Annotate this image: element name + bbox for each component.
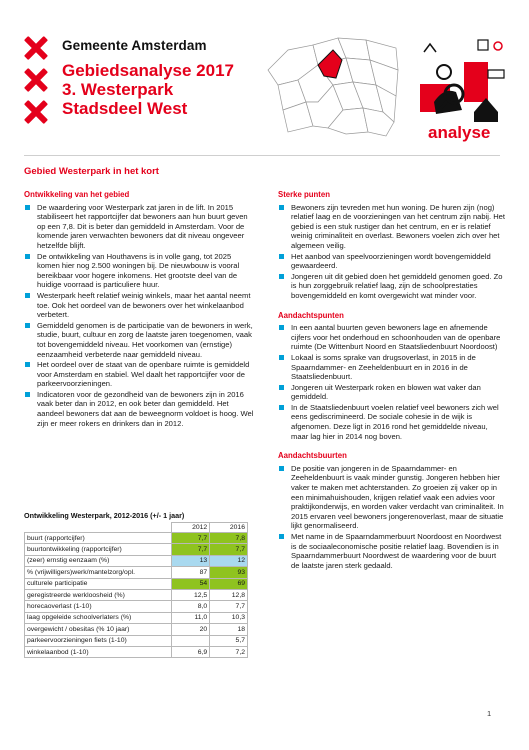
- table-row: [25, 544, 248, 555]
- list-item: De waardering voor Westerpark zat jaren in de lift. In 2015 stabiliseert het rapportcijfer dat bewoners aan hun buurt geven op een 7,8. Dit is beter dan gemiddeld in Amsterdam. Voor de komende jaren verwachten bewoners dat dit niveau ongeveer hetzelfde blijft.: [24, 203, 256, 251]
- list-item: Indicatoren voor de gezondheid van de bewoners zijn in 2016 vaak beter dan in 2012, en ook beter dan gemiddeld. Het aandeel bewoners dat aan de beweegnorm voldoet is hoog. Wel zijn er meer rokers en drinkers dan in 2012.: [24, 390, 256, 428]
- table-row: [25, 578, 248, 589]
- value-2012: [172, 635, 210, 646]
- value-2016: 10,3: [210, 612, 248, 623]
- value-2016: 7,8: [210, 533, 248, 544]
- row-label: (zeer) ernstig eenzaam (%): [25, 555, 172, 566]
- value-2016: 93: [210, 567, 248, 578]
- value-2016: 12,8: [210, 589, 248, 600]
- header-divider: [24, 155, 500, 156]
- list-item: De positie van jongeren in de Spaarndammer- en Zeeheldenbuurt is vaak minder gunstig. Jongeren hebben hier vaker te maken met achterstanden. Zo groeien zij vaker op in een minimahuishouden, krijgen relatief vaak een advies voor praktijkonderwijs, en worden vaker verdacht van criminaliteit. In 2015 ervaren veel bewoners jongerenoverlast, maar de situatie lijkt genormaliseerd.: [278, 464, 506, 531]
- strengths-bullet-list: [278, 203, 506, 301]
- table-row: [25, 646, 248, 657]
- section-title-strengths: Sterke punten: [278, 190, 330, 199]
- year-header: 2016: [210, 523, 248, 533]
- table-row: [25, 567, 248, 578]
- list-item: Met name in de Spaarndammerbuurt Noordoost en Noordwest is de sociaaleconomische positie relatief laag. Bovendien is in Spaarndammerbuurt Noordwest de waardering voor de buurt de laatste jaren sterk gedaald.: [278, 532, 506, 570]
- row-label: buurt (rapportcijfer): [25, 533, 172, 544]
- list-item: Westerpark heeft relatief weinig winkels, maar het aantal neemt toe. Ook het oordeel van de bewoners over het winkelaanbod verbetert.: [24, 291, 256, 320]
- value-2012: 7,7: [172, 544, 210, 555]
- value-2012: 13: [172, 555, 210, 566]
- row-label: culturele participatie: [25, 578, 172, 589]
- organisation-name: Gemeente Amsterdam: [62, 38, 207, 53]
- list-item: Het oordeel over de staat van de openbare ruimte is gemiddeld voor Amsterdam en stabiel. Wel daalt het rapportcijfer voor de parkeervoorzieningen.: [24, 360, 256, 389]
- cross-icon: [24, 68, 48, 92]
- list-item: Bewoners zijn tevreden met hun woning. De huren zijn (nog) relatief laag en de voorzieningen van het centrum zijn nabij. Het gebied is een stuk rustiger dan het centrum, en er is relatief weinig criminaliteit en overlast. Bewoners voelen zich over het algemeen veilig.: [278, 203, 506, 251]
- value-2012: 12,5: [172, 589, 210, 600]
- attention-points-bullet-list: [278, 323, 506, 441]
- value-2016: 5,7: [210, 635, 248, 646]
- value-2012: 54: [172, 578, 210, 589]
- list-item: Lokaal is soms sprake van drugsoverlast, in 2015 in de Spaarndammer- en Zeeheldenbuurt en in 2016 in de Staatsliedenbuurt.: [278, 353, 506, 382]
- section-title-attention-points: Aandachtspunten: [278, 310, 344, 320]
- table-title: Ontwikkeling Westerpark, 2012-2016 (+/- 1 jaar): [24, 511, 185, 520]
- value-2016: 18: [210, 624, 248, 635]
- value-2012: 87: [172, 567, 210, 578]
- right-column: [278, 190, 506, 580]
- indicator-table: [24, 522, 248, 658]
- report-title: Gebiedsanalyse 2017: [62, 61, 235, 80]
- table-row: [25, 533, 248, 544]
- row-label: laag opgeleide schoolverlaters (%): [25, 612, 172, 623]
- row-label: parkeervoorzieningen fiets (1-10): [25, 635, 172, 646]
- row-label: % (vrijwilligers)werk/mantelzorg/opl.: [25, 567, 172, 578]
- area-title: 3. Westerpark: [62, 80, 174, 99]
- table-header-empty: [25, 523, 172, 533]
- year-header: 2012: [172, 523, 210, 533]
- table-header-row: [25, 523, 248, 533]
- table-row: [25, 624, 248, 635]
- development-bullet-list: [24, 203, 256, 429]
- list-item: In de Staatsliedenbuurt voelen relatief veel bewoners zich wel eens gediscrimineerd. De sociale cohesie in de wijk is afgenomen. Deze ligt in 2016 rond het gemiddelde niveau, maar lag hier in 2014 nog boven.: [278, 403, 506, 441]
- left-column: [24, 190, 256, 438]
- list-item: Jongeren uit Westerpark roken en blowen wat vaker dan gemiddeld.: [278, 383, 506, 402]
- value-2012: 8,0: [172, 601, 210, 612]
- analyse-logo-word: analyse: [428, 123, 491, 142]
- value-2016: 69: [210, 578, 248, 589]
- table-row: [25, 612, 248, 623]
- attention-neighbourhoods-bullet-list: [278, 464, 506, 571]
- row-label: horecaoverlast (1-10): [25, 601, 172, 612]
- table-row: [25, 601, 248, 612]
- list-item: Gemiddeld genomen is de participatie van de bewoners in werk, studie, buurt, cultuur en zorg de laatste jaren toegenomen, vaak tot bovengemiddeld niveau. Het voorkomen van (ernstige) eenzaamheid verbeterde naar gemiddeld niveau.: [24, 321, 256, 359]
- value-2012: 6,9: [172, 646, 210, 657]
- district-title: Stadsdeel West: [62, 99, 188, 118]
- page-heading: Gebied Westerpark in het kort: [24, 166, 159, 177]
- list-item: De ontwikkeling van Houthavens is in volle gang, tot 2025 komen hier nog 2.500 woningen bij. De nieuwbouw is vooral bereikbaar voor hogere inkomens. Het grootste deel van de huidige voorraad is particuliere huur.: [24, 252, 256, 290]
- value-2016: 12: [210, 555, 248, 566]
- list-item: In een aantal buurten geven bewoners lage en afnemende cijfers voor het onderhoud en schoonhouden van de openbare ruimte (De Wittenburt Noord en Staatsliedenbuurt Noordoost): [278, 323, 506, 352]
- district-map-image: [258, 30, 408, 140]
- section-title-attention-neighbourhoods: Aandachtsbuurten: [278, 451, 347, 461]
- value-2012: 11,0: [172, 612, 210, 623]
- row-label: geregistreerde werkloosheid (%): [25, 589, 172, 600]
- cross-icon: [24, 100, 48, 124]
- table-row: [25, 589, 248, 600]
- row-label: buurtontwikkeling (rapportcijfer): [25, 544, 172, 555]
- list-item: Het aanbod van speelvoorzieningen wordt bovengemiddeld gewaardeerd.: [278, 252, 506, 271]
- page-number: 1: [487, 709, 492, 718]
- row-label: winkelaanbod (1-10): [25, 646, 172, 657]
- cross-icon: [24, 36, 48, 60]
- row-label: overgewicht / obesitas (% 10 jaar): [25, 624, 172, 635]
- value-2016: 7,2: [210, 646, 248, 657]
- value-2012: 7,7: [172, 533, 210, 544]
- table-row: [25, 555, 248, 566]
- value-2016: 7,7: [210, 601, 248, 612]
- amsterdam-crosses-logo: [24, 36, 50, 132]
- section-title-development: Ontwikkeling van het gebied: [24, 190, 130, 199]
- list-item: Jongeren uit dit gebied doen het gemiddeld genomen goed. Zo is hun zorggebruik relatief laag, zijn de schoolprestaties bovengemiddeld en komt overgewicht wat minder voor.: [278, 272, 506, 301]
- value-2012: 20: [172, 624, 210, 635]
- value-2016: 7,7: [210, 544, 248, 555]
- table-row: [25, 635, 248, 646]
